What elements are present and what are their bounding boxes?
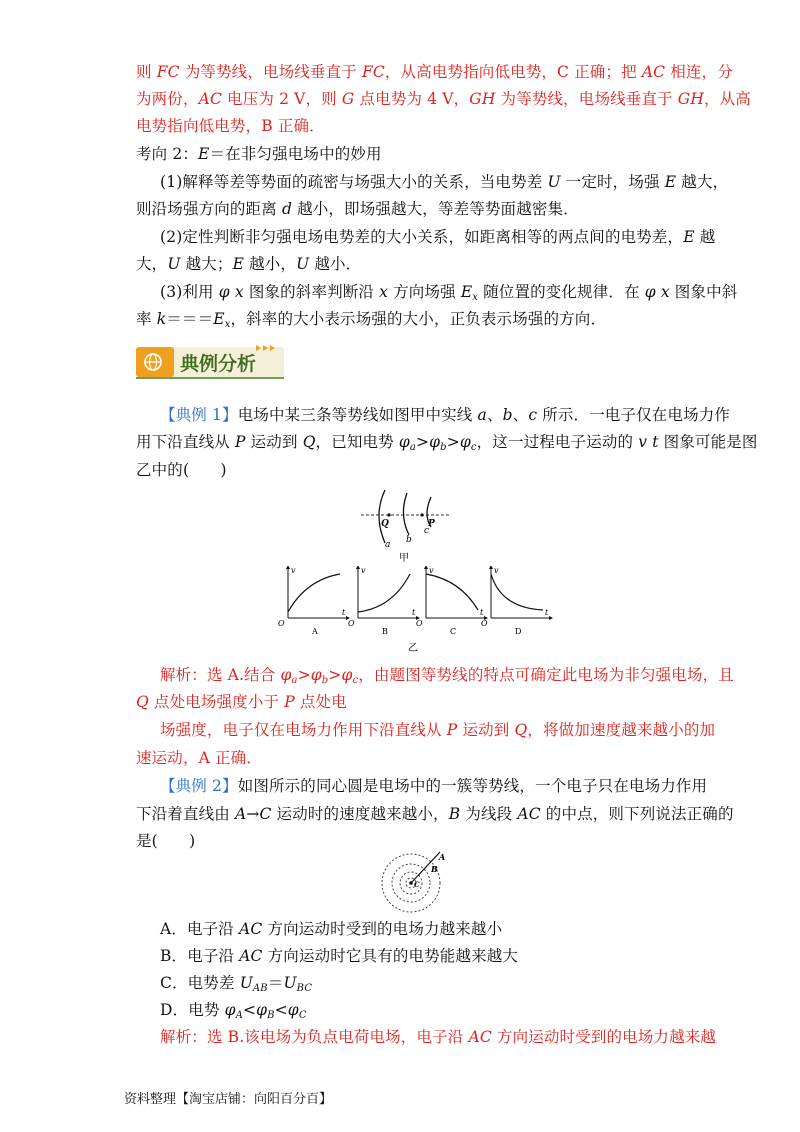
curve-b-label: b (406, 535, 412, 545)
figure-jia-equipotential (355, 485, 455, 569)
vt-graph-a (278, 566, 350, 636)
item-2-line-1: (2)定性判断非匀强电场电势差的大小关系，如距离相等的两点间的电势差，E 越 (160, 228, 716, 246)
vt-curve (288, 574, 340, 612)
option-label: C (450, 627, 457, 636)
option-label: A (312, 627, 318, 636)
option-d: D．电势 $\varphi_A<\varphi_B<\varphi_C$ (160, 1001, 307, 1021)
example-1-tag: 【典例 1】 (160, 406, 238, 424)
origin-label: O (278, 619, 285, 628)
point-a-label: A (439, 852, 446, 862)
item-1-line-2: 则沿场强方向的距离 d 越小，即场强越大，等差等势面越密集． (136, 200, 579, 218)
answer-continuation-line-3: 电势指向低电势，B 正确． (136, 117, 325, 135)
axis-v-label: v (291, 566, 296, 575)
item-1-line-1: (1)解释等差等势面的疏密与场强大小的关系，当电势差 U 一定时，场强 E 越大， (160, 173, 729, 191)
curve-a-label: a (385, 540, 391, 550)
axis-t-label: t (342, 608, 346, 617)
example-2-answer-line-1: 解析：选 B.该电场为负点电荷电场，电子沿 AC 方向运动时受到的电场力越来越 (160, 1028, 717, 1046)
example-1-line-1: 【典例 1】电场中某三条等势线如图甲中实线 a、b、c 所示．一电子仅在电场力作 (160, 406, 731, 424)
point-b-label: B (431, 864, 438, 874)
example-2-line-2: 下沿着直线由 A→C 运动时的速度越来越小，B 为线段 AC 的中点，则下列说法正确的 (136, 805, 734, 823)
item-3-line-2: 率 $k===E_x$，斜率的大小表示场强的大小，正负表示场强的方向． (136, 310, 607, 330)
axis-t-label: t (480, 608, 484, 617)
example-2-line-3: 是( ) (136, 832, 196, 850)
axis-t-label: t (545, 608, 549, 617)
option-label: D (515, 627, 522, 636)
example-1-line-3: 乙中的( ) (136, 461, 227, 479)
example-1-answer-line-1: 解析：选 A.结合 $\varphi_a>\varphi_b>\varphi_c$，由题图等势线的特点可确定此电场为非匀强电场，且 (160, 666, 734, 686)
origin-label: O (348, 619, 355, 628)
option-label: B (382, 627, 388, 636)
figure-concentric-equipotentials (378, 848, 458, 922)
example-1-answer-line-4: 速运动，A 正确． (136, 749, 262, 767)
curve-c-label: c (424, 526, 430, 536)
vt-graph-b (348, 566, 420, 636)
vt-curve (358, 574, 410, 612)
point-p-label: P (428, 519, 435, 529)
origin-label: O (481, 619, 488, 628)
example-1-answer-line-2: Q 点处电场强度小于 P 点处电 (136, 693, 347, 711)
vt-curve (426, 574, 478, 610)
section-heading: 考向 2：E＝在非匀强电场中的妙用 (136, 145, 382, 163)
example-analysis-badge (136, 345, 286, 379)
option-b: B．电子沿 AC 方向运动时它具有的电势能越来越大 (160, 947, 519, 965)
origin-label: O (416, 619, 423, 628)
example-1-answer-line-3: 场强度，电子仅在电场力作用下沿直线从 P 运动到 Q，将做加速度越来越小的加 (160, 721, 716, 739)
axis-v-label: v (429, 566, 434, 575)
figure-yi-vt-graphs (278, 566, 558, 660)
axis-t-label: t (412, 608, 416, 617)
example-1-line-2: 用下沿直线从 P 运动到 Q，已知电势 $\varphi_a>\varphi_b>\varphi_c$，这一过程电子运动的 v t 图象可能是图 (136, 433, 758, 453)
example-2-tag: 【典例 2】 (160, 777, 238, 795)
axis-v-label: v (494, 566, 499, 575)
example-2-line-1: 【典例 2】如图所示的同心圆是电场中的一簇等势线，一个电子只在电场力作用 (160, 777, 708, 795)
item-3-line-1: (3)利用 φ x 图象的斜率判断沿 x 方向场强 $E_x$ 随位置的变化规律．在 φ x 图象中斜 (160, 283, 738, 303)
option-a: A．电子沿 AC 方向运动时受到的电场力越来越小 (160, 920, 503, 938)
vt-curve (491, 574, 543, 610)
point-c-label: C (414, 880, 420, 889)
badge-title: 典例分析 (180, 353, 257, 375)
vt-graph-c (416, 566, 488, 636)
figure-yi-caption: 乙 (408, 643, 418, 654)
figure-jia-caption: 甲 (399, 553, 409, 564)
axis-v-label: v (361, 566, 366, 575)
answer-continuation-line-1: 则 FC 为等势线，电场线垂直于 FC，从高电势指向低电势，C 正确；把 AC 相连，分 (136, 63, 733, 81)
option-c: C．电势差 $U_{AB}=U_{BC}$ (160, 974, 313, 994)
answer-continuation-line-2: 为两份，AC 电压为 2 V，则 G 点电势为 4 V，GH 为等势线，电场线垂直于 GH，从高 (136, 90, 751, 108)
page-footer: 资料整理【淘宝店铺：向阳百分百】 (124, 1092, 333, 1107)
item-2-line-2: 大，U 越大；E 越小，U 越小． (136, 255, 362, 273)
vt-graph-d (481, 566, 553, 636)
point-q-label: Q (381, 519, 389, 529)
